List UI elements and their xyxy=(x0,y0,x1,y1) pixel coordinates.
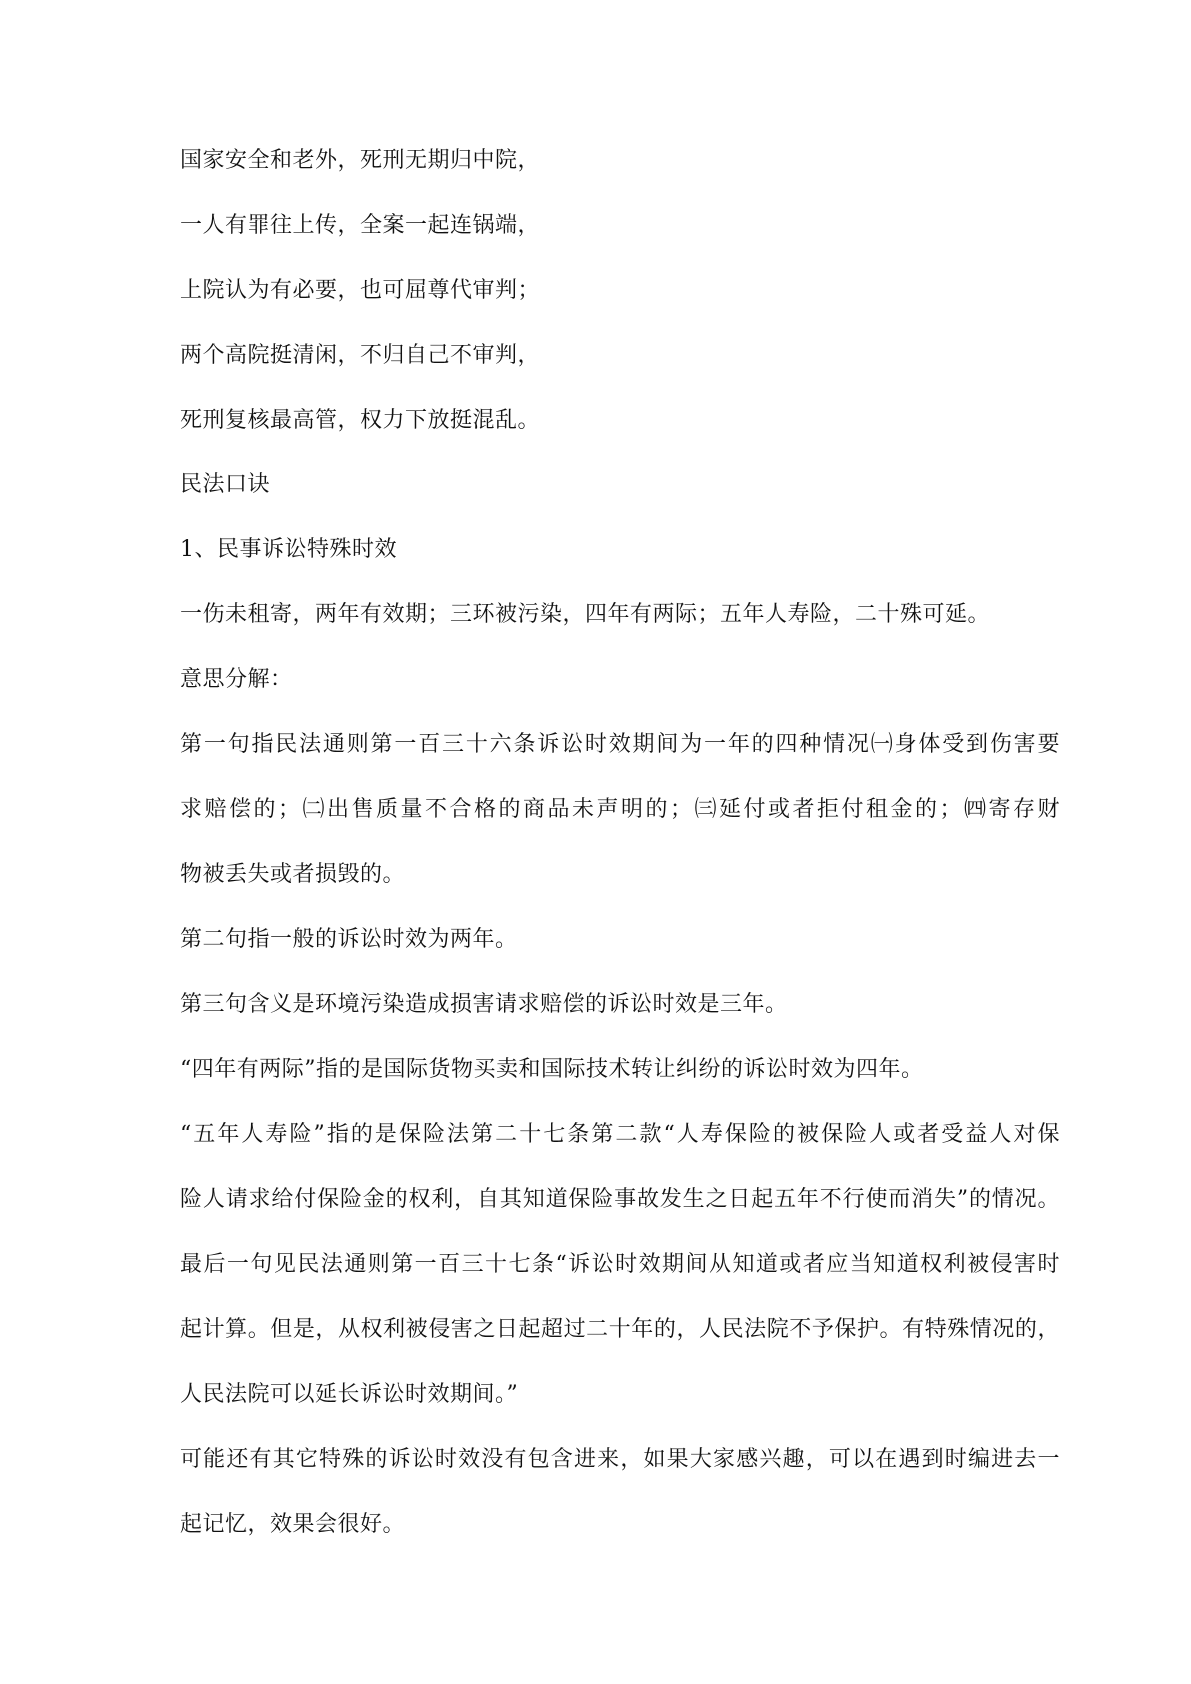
paragraph-line: “五年人寿险”指的是保险法第二十七条第二款“人寿保险的被保险人或者受益人对保 xyxy=(180,1122,1060,1147)
paragraph-line: 起计算。但是，从权利被侵害之日起超过二十年的，人民法院不予保护。有特殊情况的， xyxy=(180,1317,1060,1342)
paragraph-line: 起记忆，效果会很好。 xyxy=(180,1512,406,1537)
poem-line-2: 一人有罪往上传，全案一起连锅端， xyxy=(180,213,541,238)
subsection-title: 1、民事诉讼特殊时效 xyxy=(180,537,397,562)
poem-line-4: 两个高院挺清闲，不归自己不审判， xyxy=(180,343,541,368)
poem-line-5: 死刑复核最高管，权力下放挺混乱。 xyxy=(180,408,541,433)
paragraph-line: 可能还有其它特殊的诉讼时效没有包含进来，如果大家感兴趣，可以在遇到时编进去一 xyxy=(180,1447,1060,1472)
paragraph-line: 第一句指民法通则第一百三十六条诉讼时效期间为一年的四种情况㈠身体受到伤害要 xyxy=(180,732,1060,757)
paragraph-line: 求赔偿的；㈡出售质量不合格的商品未声明的；㈢延付或者拒付租金的；㈣寄存财 xyxy=(180,797,1060,822)
paragraph-line: 物被丢失或者损毁的。 xyxy=(180,862,406,887)
paragraph-line: 最后一句见民法通则第一百三十七条“诉讼时效期间从知道或者应当知道权利被侵害时 xyxy=(180,1252,1060,1277)
mnemonic-text: 一伤未租寄，两年有效期；三环被污染，四年有两际；五年人寿险，二十殊可延。 xyxy=(180,602,991,627)
paragraph-line: 第三句含义是环境污染造成损害请求赔偿的诉讼时效是三年。 xyxy=(180,992,788,1017)
paragraph-line: 人民法院可以延长诉讼时效期间。” xyxy=(180,1382,519,1407)
explanation-label: 意思分解： xyxy=(180,667,293,692)
poem-line-3: 上院认为有必要，也可屈尊代审判； xyxy=(180,278,541,303)
paragraph-line: “四年有两际”指的是国际货物买卖和国际技术转让纠纷的诉讼时效为四年。 xyxy=(180,1057,924,1082)
poem-line-1: 国家安全和老外，死刑无期归中院， xyxy=(180,148,541,173)
paragraph-line: 险人请求给付保险金的权利，自其知道保险事故发生之日起五年不行使而消失”的情况。 xyxy=(180,1187,1060,1212)
paragraph-line: 第二句指一般的诉讼时效为两年。 xyxy=(180,927,518,952)
section-title: 民法口诀 xyxy=(180,472,271,497)
